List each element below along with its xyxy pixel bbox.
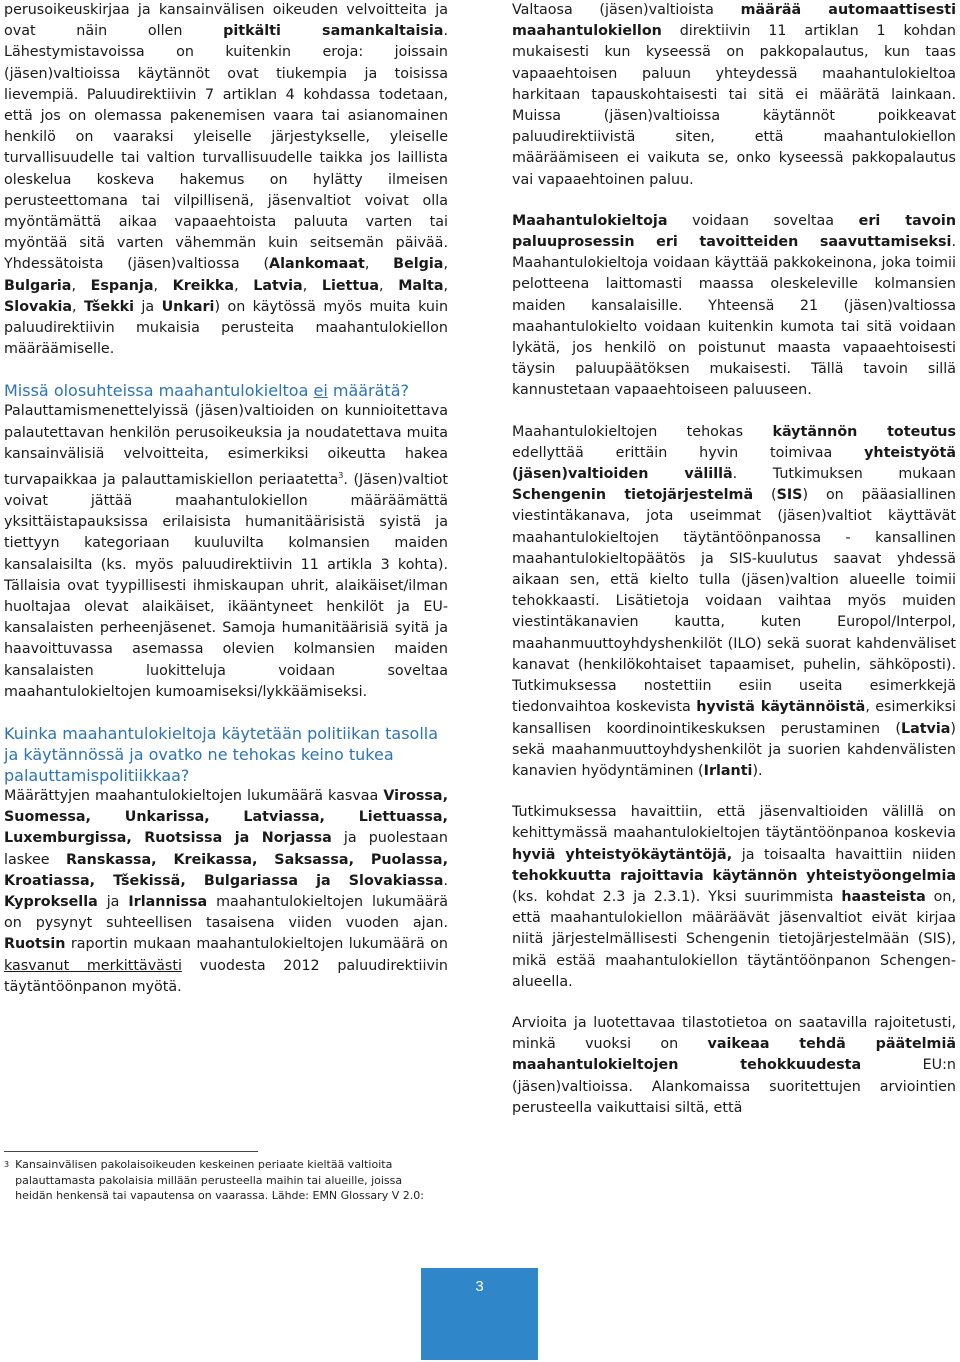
- text-run: EU:n (jäsen)valtioissa. Alankomaissa suoritettujen arviointien perusteella vaikuttaisi siltä, että: [512, 1057, 956, 1116]
- text-run: , esimerkiksi kansallisen koordinointikeskuksen perustaminen (: [512, 699, 957, 737]
- text-run: ja: [97, 894, 129, 911]
- bold-text: käytännön toteutus: [772, 423, 956, 440]
- page-number: 3: [475, 1278, 484, 1295]
- text-run: Määrättyjen maahantulokieltojen lukumäärä kasvaa: [4, 788, 384, 805]
- text-run: Valtaosa (jäsen)valtioista: [512, 2, 741, 18]
- bold-text: Ranskassa, Kreikassa, Saksassa, Puolassa, Kroatiassa, Tšekissä, Bulgariassa ja Slovakiassa: [4, 851, 448, 889]
- bold-text: Latvia: [900, 720, 951, 737]
- bold-text: tehokkuutta rajoittavia käytännön yhteistyöongelmia: [512, 867, 956, 884]
- text-run: (: [753, 487, 777, 504]
- text-run: ,: [72, 298, 85, 315]
- bold-text: yhteistyötä (jäsen)valtioiden välillä: [512, 444, 956, 483]
- text-run: Palauttamismenettelyissä (jäsen)valtioiden on kunnioitettava palautettavan henkilön perusoikeuksia ja noudatettava muita kansainvälisiä velvoitteita, esimerkiksi oikeutta hakea turvapaikkaa ja palauttamiskiellon periaatetta: [4, 403, 448, 488]
- footnote-number: 3: [4, 1160, 10, 1169]
- bold-text: Kyproksella: [4, 894, 98, 911]
- text-run: Maahantulokieltojen tehokas: [512, 423, 773, 440]
- paragraph: [4, 0, 448, 360]
- section-heading: [4, 380, 448, 401]
- bold-text: eri tavoin paluuprosessin eri tavoitteiden saavuttamiseksi: [512, 212, 957, 251]
- footnote: [4, 1157, 448, 1204]
- bold-text: Malta: [398, 277, 444, 294]
- bold-text: Kreikka: [172, 277, 235, 294]
- text-run: ,: [443, 277, 449, 294]
- heading-text: Missä olosuhteissa maahantulokieltoa: [4, 381, 314, 401]
- text-run: edellyttää erittäin hyvin toimivaa: [512, 444, 865, 461]
- bold-text: Bulgaria: [4, 277, 72, 294]
- text-run: . Lähestymistavoissa on kuitenkin eroja: joissain (jäsen)valtioissa käytännöt ovat tiukempia ja toisissa lievempiä. Paluudirektiivin 7 artiklan 4 kohdassa todetaan, että jos on olemassa pakenemisen vaara tai asianomainen henkilö on vaaraksi yleiselle järjestykselle, yleiselle turvallisuudelle tai valtion turvallisuudelle taikka jos laillista oleskelua koskeva hakemus on hylätty ilmeisen perusteettomana tai vilpillisenä, jäsenvaltiot voivat olla myöntämättä aikaa vapaaehtoista paluuta varten tai myöntää sitä varten vähemmän kuin seitsemän päivää. Yhdessätoista (jäsen)valtiossa (: [4, 23, 448, 273]
- paragraph: [4, 786, 448, 998]
- bold-text: Schengenin tietojärjestelmä: [512, 487, 754, 504]
- section-heading: Kuinka maahantulokieltoja käytetään politiikan tasolla ja käytännössä ja ovatko ne tehokas keino tukea palauttamispolitiikkaa?: [4, 724, 439, 786]
- bold-text: Liettua: [321, 277, 380, 294]
- text-run: Tutkimuksessa havaittiin, että jäsenvaltioiden välillä on kehittymässä maahantulokieltojen täytäntöönpanoa koskevia: [512, 804, 956, 842]
- text-run: (ks. kohdat 2.3 ja 2.3.1). Yksi suurimmista: [512, 888, 842, 905]
- bold-text: haasteista: [841, 888, 926, 905]
- bold-text: Belgia: [393, 256, 444, 273]
- bold-text: vaikeaa tehdä päätelmiä maahantulokieltojen tehokkuudesta: [512, 1036, 956, 1074]
- text-run: ) on käytössä myös muita kuin paluudirektiivin mukaisia perusteita maahantulokiellon määräämiselle.: [4, 298, 449, 358]
- text-run: . Tutkimuksen mukaan: [732, 466, 956, 483]
- bold-text: Slovakia: [4, 298, 73, 315]
- text-run: ,: [71, 277, 91, 294]
- text-run: . (Jäsen)valtiot voivat jättää maahantulokiellon määräämättä yksittäistapauksissa erilaisista humanitäärisistä syistä ja tiettyyn kategoriaan kuuluvilta kolmansien maiden kansalaisilta (ks. myös paluudirektiivin 11 artikla 3 kohta). Tällaisia ovat tyypillisesti ihmiskaupan uhrit, alaikäiset/ilman huoltajaa olevat alaikäiset, ikääntyneet henkilöt ja EU-kansalaisten perheenjäsenet. Samoja humanitäärisiä syitä ja haavoittuvassa asemassa olevien kolmansien maiden kansalaisten luokitteluja voidaan soveltaa maahantulokieltojen kumoamiseksi/lykkäämiseksi.: [4, 471, 449, 700]
- paragraph: [4, 401, 448, 703]
- text-run: ,: [443, 256, 448, 273]
- text-run: .: [443, 872, 448, 889]
- bold-text: Latvia: [253, 277, 303, 294]
- text-run: perusoikeuskirjaa ja kansainvälisen oikeuden velvoitteita ja ovat näin ollen: [4, 2, 448, 40]
- paragraph: [512, 1013, 956, 1119]
- bold-text: hyvistä käytännöistä: [696, 699, 866, 716]
- text-run: ) on pääasiallinen viestintäkanava, jota useimmat (jäsen)valtiot käyttävät maahantulokieltojen täytäntöönpanossa - kansallinen maahantulokieltopäätös ja SIS-kuulutus saavat yhdessä aikaan sen, että kielto tulla (jäsen)valtion alueelle toimii tehokkaasti. Lisätietoja voidaan vaihtaa myös muiden viestintäkanavien kautta, kuten Europol/Interpol, maahanmuuttoyhdyshenkilöt (ILO) sekä suorat kahdenväliset kanavat (henkilökohtaiset tapaamiset, puhelin, sähköposti). Tutkimuksessa nostettiin esiin useita esimerkkejä tiedonvaihtoa koskevista: [512, 487, 956, 716]
- paragraph: [512, 422, 956, 782]
- bold-text: Espanja: [90, 277, 154, 294]
- bold-text: Unkari: [161, 298, 215, 315]
- text-run: on, että maahantulokiellon määräävät jäsenvaltiot eivät kirjaa niitä järjestelmällisesti Schengenin tietojärjestelmään (SIS), mikä estää maahantulokiellon täytäntöönpanon Schengen-alueella.: [512, 888, 956, 990]
- bold-text: Irlanti: [703, 762, 753, 779]
- right-column: [512, 0, 956, 1119]
- bold-text: määrää automaattisesti maahantulokiellon: [512, 2, 956, 40]
- footnote-ref: 3: [338, 471, 344, 481]
- text-run: ,: [234, 277, 254, 294]
- paragraph: [512, 0, 956, 191]
- text-run: Arvioita ja luotettavaa tilastotietoa on saatavilla rajoitetusti, minkä vuoksi on: [512, 1014, 956, 1053]
- underlined-text: kasvanut merkittävästi: [4, 957, 182, 974]
- bold-text: Tšekki: [84, 298, 134, 315]
- paragraph: [512, 802, 956, 993]
- text-run: vuodesta 2012 paluudirektiivin täytäntöönpanon myötä.: [4, 957, 448, 995]
- text-run: ja puolestaan laskee: [4, 830, 448, 868]
- text-run: direktiivin 11 artiklan 1 kohdan mukaisesti kun kyseessä on pakkopalautus, kun taas vapaaehtoisen paluun yhteydessä maahantulokieltoa harkitaan tapauskohtaisesti tai sitä ei määrätä lainkaan. Muissa (jäsen)valtioissa käytännöt poikkeavat paluudirektiivistä siten, että maahantulokiellon määräämiseen ei vaikuta se, onko kyseessä pakkopalautus vai vapaaehtoinen paluu.: [512, 23, 956, 188]
- bold-text: Alankomaat: [269, 256, 365, 273]
- bold-text: pitkälti samankaltaisia: [223, 23, 444, 40]
- text-run: ,: [364, 256, 394, 273]
- text-run: raportin mukaan maahantulokieltojen lukumäärä on: [65, 936, 448, 953]
- text-run: ) sekä maahanmuuttoyhdyshenkilöt ja suorien kahdenvälisten kanavien hyödyntäminen (: [512, 720, 956, 779]
- text-run: . Maahantulokieltoja voidaan käyttää pakkokeinona, joka toimii pelotteena laittomasti maassa oleskeleville kolmansien maiden kansalaisille. Yhteensä 21 (jäsen)valtiossa maahantulokielto voidaan kuitenkin kumota tai sitä voidaan lykätä, jos henkilö on poistunut maasta vapaaehtoisesti täysin paluupäätöksen mukaisesti. Tällä tavoin sillä kannustetaan vapaaehtoiseen paluuseen.: [512, 234, 956, 399]
- footnote-text: Kansainvälisen pakolaisoikeuden keskeinen periaate kieltää valtioita palauttamasta pakolaisia millään perusteella maihin tai alueille, joissa heidän henkensä tai vapautensa on vaarassa. Lähde: EMN Glossary V 2.0:: [15, 1158, 424, 1202]
- bold-text: Virossa, Suomessa, Unkarissa, Latviassa, Liettuassa, Luxemburgissa, Ruotsissa ja Norjassa: [4, 788, 448, 847]
- left-column: [4, 0, 448, 998]
- heading-text: määrätä?: [327, 381, 409, 401]
- footnote-divider: [4, 1151, 258, 1152]
- text-run: ,: [379, 277, 399, 294]
- bold-text: Irlannissa: [128, 894, 208, 911]
- bold-text: Maahantulokieltoja: [512, 212, 668, 229]
- text-run: maahantulokieltojen lukumäärä on pysynyt suhteellisen tasaisena viiden vuoden ajan.: [4, 894, 448, 932]
- text-run: ja: [134, 298, 162, 315]
- heading-emphasis: ei: [313, 381, 328, 401]
- text-run: ,: [153, 277, 173, 294]
- bold-text: hyviä yhteistyökäytäntöjä,: [512, 846, 733, 863]
- text-run: voidaan soveltaa: [667, 212, 859, 229]
- text-run: ).: [752, 762, 763, 779]
- paragraph: [512, 211, 956, 402]
- page-number-box: [421, 1268, 538, 1360]
- text-run: ja toisaalta havaittiin niiden: [732, 846, 957, 863]
- bold-text: Ruotsin: [4, 936, 66, 953]
- text-run: ,: [302, 277, 322, 294]
- bold-text: SIS: [776, 487, 803, 504]
